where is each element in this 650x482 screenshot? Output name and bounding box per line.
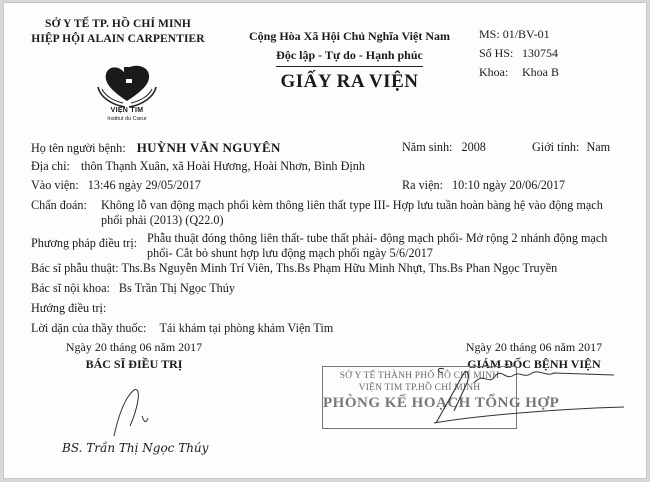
internist-label: Bác sĩ nội khoa: <box>31 281 110 295</box>
internist-value: Bs Trần Thị Ngọc Thúy <box>118 281 235 295</box>
admission-label: Vào viện: <box>31 178 79 192</box>
surgeons-row <box>31 261 557 276</box>
left-signer-name: BS. Trần Thị Ngọc Thúy <box>62 441 209 455</box>
left-signature-title: BÁC SĨ ĐIỀU TRỊ <box>85 357 183 371</box>
discharge-value: 10:10 ngày 20/06/2017 <box>452 178 566 192</box>
stamp-line-2: VIỆN TIM TP.HỒ CHÍ MINH <box>358 383 481 393</box>
treatment-label: Phương pháp điều trị: <box>31 236 138 250</box>
admission-value: 13:46 ngày 29/05/2017 <box>87 178 201 192</box>
diagnosis-label: Chẩn đoán: <box>31 198 87 212</box>
address-row <box>31 159 365 174</box>
national-motto: Độc lập - Tự do - Hạnh phúc <box>276 46 423 67</box>
stamp-line-1: SỞ Y TẾ THÀNH PHỐ HỒ CHÍ MINH <box>339 371 500 381</box>
document-title: GIẤY RA VIỆN <box>280 71 419 92</box>
khoa-value: Khoa B <box>522 65 559 79</box>
discharge-label: Ra viện: <box>402 178 443 192</box>
address-value: thôn Thạnh Xuân, xã Hoài Hương, Hoài Nhơn, Bình Định <box>80 159 365 173</box>
republic-name: Cộng Hòa Xã Hội Chủ Nghĩa Việt Nam <box>248 29 451 43</box>
discharge-row <box>402 178 565 193</box>
birth-year-row <box>402 140 486 155</box>
heart-hands-icon <box>92 63 162 109</box>
direction-label: Hướng điều trị: <box>31 301 107 315</box>
address-label: Địa chỉ: <box>31 159 70 173</box>
record-meta <box>479 25 559 82</box>
khoa-label: Khoa: <box>479 65 509 79</box>
left-signature-date: Ngày 20 tháng 06 năm 2017 <box>65 340 203 354</box>
patient-name-row <box>31 140 281 156</box>
surgeons-value: Ths.Bs Nguyễn Minh Trí Viên, Ths.Bs Phạm Hữu Minh Nhựt, Ths.Bs Phan Ngọc Truyền <box>121 261 558 275</box>
gender-label: Giới tính: <box>532 140 580 154</box>
patient-name-label: Họ tên người bệnh: <box>31 141 126 155</box>
right-signature-title: GIÁM ĐỐC BỆNH VIỆN <box>467 357 601 371</box>
ms-label: MS: <box>479 27 500 41</box>
gender-row <box>532 140 610 155</box>
right-signature-date: Ngày 20 tháng 06 năm 2017 <box>465 340 603 354</box>
treatment-line-1: Phẫu thuật đóng thông liên thất- tube thất phải- động mạch phổi- Mở rộng 2 nhánh động mạch <box>147 231 608 245</box>
org-line-2: HIỆP HỘI ALAIN CARPENTIER <box>31 33 205 45</box>
treatment-value <box>147 231 607 261</box>
org-line-1: SỞ Y TẾ TP. HỒ CHÍ MINH <box>45 18 191 30</box>
so-hs-value: 130754 <box>522 46 558 60</box>
diagnosis-line-2: phổi phải (2013) (Q22.0) <box>101 213 224 227</box>
birth-year-value: 2008 <box>461 140 486 154</box>
patient-name-value: HUỲNH VĂN NGUYÊN <box>136 140 281 155</box>
logo-text: VIỆN TIM <box>110 107 144 114</box>
surgeons-label: Bác sĩ phẫu thuật: <box>31 261 119 275</box>
diagnosis-line-1: Không lỗ van động mạch phổi kèm thông liên thất type III- Hợp lưu tuần hoàn bàng hệ vào động mạch <box>101 198 603 212</box>
republic-header <box>232 27 467 67</box>
treatment-line-2: phổi- Cắt bỏ shunt hợp lưu động mạch phổi ngày 5/6/2017 <box>147 246 433 260</box>
stamp-line-3: PHÒNG KẾ HOẠCH TỔNG HỢP <box>323 395 560 411</box>
direction-row <box>31 301 106 316</box>
advice-value: Tái khám tại phòng khám Viện Tim <box>159 321 334 335</box>
internist-row <box>31 281 235 296</box>
director-signature-scribble <box>434 361 624 431</box>
ms-value: 01/BV-01 <box>502 27 550 41</box>
organization-header <box>4 17 232 47</box>
treating-doctor-signature-block <box>44 339 224 373</box>
diagnosis-value <box>101 198 603 228</box>
discharge-document <box>3 2 647 479</box>
birth-year-label: Năm sinh: <box>402 140 453 154</box>
gender-value: Nam <box>586 140 611 154</box>
so-hs-label: Số HS: <box>479 46 514 60</box>
admission-row <box>31 178 201 193</box>
advice-label: Lời dặn của thầy thuốc: <box>31 321 147 335</box>
advice-row <box>31 321 333 336</box>
vien-tim-logo <box>92 63 162 127</box>
doctor-signature-scribble <box>112 388 152 438</box>
logo-subtext: Institut du Cœur <box>107 116 147 122</box>
